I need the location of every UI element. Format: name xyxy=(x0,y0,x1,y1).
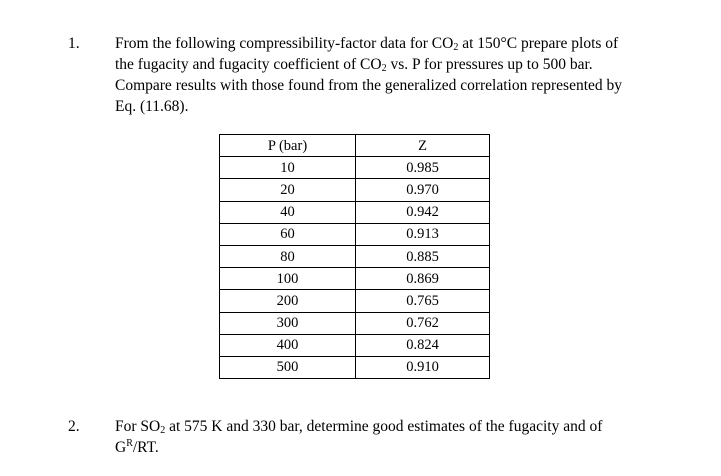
problem-1-number: 1. xyxy=(68,35,80,52)
z-cell: 0.765 xyxy=(356,290,490,312)
pressure-cell: 300 xyxy=(220,312,356,334)
co2-subscript: 2 xyxy=(381,63,387,74)
z-cell: 0.824 xyxy=(356,334,490,356)
problem-1-line-2-start: the fugacity and fugacity coefficient of CO xyxy=(115,56,382,73)
table-row xyxy=(220,201,490,223)
co2-subscript: 2 xyxy=(453,42,459,53)
problem-1-text xyxy=(115,33,675,117)
table-row xyxy=(220,312,490,334)
pressure-cell: 80 xyxy=(220,245,356,267)
so2-subscript: 2 xyxy=(160,425,166,436)
pressure-cell: 60 xyxy=(220,223,356,245)
table-row xyxy=(220,268,490,290)
z-cell: 0.762 xyxy=(356,312,490,334)
header-z: Z xyxy=(356,135,490,157)
z-cell: 0.910 xyxy=(356,356,490,378)
z-cell: 0.913 xyxy=(356,223,490,245)
problem-1-line-1-start: From the following compressibility-factor data for CO xyxy=(115,35,454,52)
pressure-cell: 20 xyxy=(220,179,356,201)
table-header-row xyxy=(220,135,490,157)
problem-2-number: 2. xyxy=(68,418,80,435)
problem-2-line-1-start: For SO xyxy=(115,418,161,435)
problem-1-line-2 xyxy=(115,54,675,75)
table-row xyxy=(220,157,490,179)
table-row xyxy=(220,290,490,312)
header-pressure: P (bar) xyxy=(220,135,356,157)
table-row xyxy=(220,223,490,245)
problem-1-line-4: Eq. (11.68). xyxy=(115,98,189,115)
pressure-cell: 10 xyxy=(220,157,356,179)
z-cell: 0.885 xyxy=(356,245,490,267)
problem-2-line-1 xyxy=(115,416,675,437)
residual-superscript: R xyxy=(126,438,133,449)
problem-2-line-2-start: G xyxy=(115,439,127,456)
z-cell: 0.985 xyxy=(356,157,490,179)
problem-1-line-3: Compare results with those found from the generalized correlation represented by xyxy=(115,77,623,94)
pressure-cell: 200 xyxy=(220,290,356,312)
problem-1-line-1-end: at 150°C prepare plots of xyxy=(458,35,619,52)
pressure-cell: 100 xyxy=(220,268,356,290)
table-row xyxy=(220,245,490,267)
compressibility-table xyxy=(219,134,490,379)
z-cell: 0.970 xyxy=(356,179,490,201)
problem-1-line-1 xyxy=(115,33,675,54)
z-cell: 0.942 xyxy=(356,201,490,223)
pressure-cell: 500 xyxy=(220,356,356,378)
pressure-cell: 40 xyxy=(220,201,356,223)
problem-2-line-2-end: /RT. xyxy=(132,439,159,456)
table-row xyxy=(220,334,490,356)
table-row xyxy=(220,179,490,201)
z-cell: 0.869 xyxy=(356,268,490,290)
pressure-cell: 400 xyxy=(220,334,356,356)
table-row xyxy=(220,356,490,378)
problem-2-line-2 xyxy=(115,437,675,458)
problem-2-text xyxy=(115,416,675,458)
problem-2-line-1-end: at 575 K and 330 bar, determine good estimates of the fugacity and of xyxy=(165,418,603,435)
problem-1-line-2-end: vs. P for pressures up to 500 bar. xyxy=(386,56,593,73)
